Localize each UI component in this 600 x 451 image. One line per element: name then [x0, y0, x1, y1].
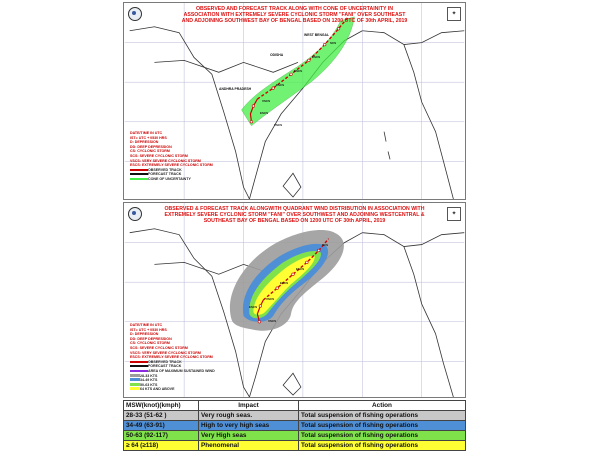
bottom-title-line: OBSERVED & FORECAST TRACK ALONGWITH QUADRANT WIND DISTRIBUTION IN ASSOCIATION WITH	[164, 206, 425, 212]
legend-key-label: AREA OF MAXIMUM SUSTAINED WIND	[148, 368, 215, 373]
legend-line: DD: DEEP DEPRESSION	[130, 336, 172, 341]
cell-action: Total suspension of fishing operations	[299, 421, 466, 431]
top-legend	[130, 131, 225, 182]
bottom-title-line: SOUTHEAST BAY OF BENGAL BASED ON 1200 UTC OF 30th APRIL, 2019	[203, 218, 386, 225]
legend-line: D: DEPRESSION	[130, 332, 159, 337]
table-row	[124, 441, 466, 451]
legend-line: VSCS: VERY SEVERE CYCLONIC STORM	[130, 350, 201, 355]
table-row	[124, 421, 466, 431]
cell-action: Total suspension of fishing operations	[299, 411, 466, 421]
table-header-row	[124, 401, 466, 411]
top-track-label: ESCS	[312, 55, 321, 59]
cell-impact: Very rough seas.	[199, 411, 299, 421]
legend-key-label: 50-63 KTS	[140, 382, 158, 387]
place-odisha: ODISHA	[270, 53, 284, 57]
top-track-label: VSCS	[262, 99, 271, 103]
top-title-line: AND ADJOINING SOUTHWEST BAY OF BENGAL BASED ON 1200 UTC OF 30th APRIL, 2019	[181, 18, 408, 25]
top-track-label: ESCS	[294, 69, 303, 73]
bottom-track-label: ESCS	[280, 281, 289, 285]
legend-key-label: OBSERVED TRACK	[148, 359, 182, 364]
bottom-track-label: VSCS	[268, 319, 277, 323]
top-track-label: SCS	[330, 41, 337, 45]
table-row	[124, 431, 466, 441]
top-title-line: ASSOCIATION WITH EXTREMELY SEVERE CYCLONIC STORM "FANI" OVER SOUTHEAST	[183, 12, 406, 19]
header-impact: Impact	[199, 401, 299, 411]
cell-msw: 34-49 (63-91)	[124, 421, 199, 431]
cell-impact: Phenomenal	[199, 441, 299, 451]
bottom-legend	[130, 323, 225, 392]
top-map-title	[164, 6, 425, 25]
cell-impact: High to very high seas	[199, 421, 299, 431]
legend-line: ESCS: EXTREMELY SEVERE CYCLONIC STORM	[130, 163, 213, 168]
legend-key-label: OBSERVED TRACK	[148, 167, 182, 172]
legend-line: IST= UTC + 0530 HRS	[130, 135, 167, 140]
impact-table	[123, 400, 466, 451]
cell-action: Total suspension of fishing operations	[299, 441, 466, 451]
cell-action: Total suspension of fishing operations	[299, 431, 466, 441]
compass-icon: ✦	[447, 7, 461, 21]
legend-key-label: 64 KTS AND ABOVE	[140, 387, 175, 392]
bottom-track-label: SCS	[322, 243, 329, 247]
cell-msw: 28-33 (51-62 )	[124, 411, 199, 421]
bottom-track-label: ESCS	[249, 305, 258, 309]
header-action: Action	[299, 401, 466, 411]
legend-line: DATE/TIME IN UTC	[130, 131, 163, 135]
cell-impact: Very High seas	[199, 431, 299, 441]
legend-line: ESCS: EXTREMELY SEVERE CYCLONIC STORM	[130, 355, 213, 360]
bottom-map-panel	[123, 202, 466, 398]
legend-line: CS: CYCLONIC STORM	[130, 341, 170, 346]
legend-line: DATE/TIME IN UTC	[130, 323, 163, 327]
legend-line: VSCS: VERY SEVERE CYCLONIC STORM	[130, 158, 201, 163]
imd-logo-icon	[128, 7, 142, 21]
legend-key-cone	[130, 177, 225, 182]
bottom-map-title	[164, 206, 425, 225]
place-andhra-pradesh: ANDHRA PRADESH	[219, 87, 252, 91]
legend-key-label: CONE OF UNCERTAINTY	[148, 176, 191, 181]
header-msw: MSW(knot)(kmph)	[124, 401, 199, 411]
legend-line: SCS: SEVERE CYCLONIC STORM	[130, 153, 188, 158]
legend-key-label: 28-33 KTS	[140, 373, 158, 378]
top-track-label: VSCS	[274, 123, 283, 127]
top-map-panel	[123, 2, 466, 200]
top-track-label: ESCS	[260, 111, 269, 115]
legend-line: D: DEPRESSION	[130, 140, 159, 145]
legend-key-label: FORECAST TRACK	[148, 364, 182, 369]
bottom-title-line: EXTREMELY SEVERE CYCLONIC STORM "FANI" OVER SOUTHWEST AND ADJOINING WESTCENTRAL &	[164, 212, 425, 219]
bottom-track-label: ESCS	[296, 267, 305, 271]
top-track-label: ESCS	[276, 83, 285, 87]
legend-line: IST= UTC + 0530 HRS	[130, 327, 167, 332]
legend-key-label: 34-49 KTS	[140, 378, 158, 383]
cell-msw: ≥ 64 (≥118)	[124, 441, 199, 451]
top-title-line: OBSERVED AND FORECAST TRACK ALONG WITH CONE OF UNCERTAINITY IN	[195, 6, 394, 12]
legend-line: DD: DEEP DEPRESSION	[130, 144, 172, 149]
legend-key-label: FORECAST TRACK	[148, 172, 182, 177]
imd-logo-icon	[128, 207, 142, 221]
table-row	[124, 411, 466, 421]
cell-msw: 50-63 (92-117)	[124, 431, 199, 441]
compass-icon: ✦	[447, 207, 461, 221]
legend-line: CS: CYCLONIC STORM	[130, 149, 170, 154]
legend-wind-64-plus	[130, 387, 225, 392]
place-west-bengal: WEST BENGAL	[304, 33, 330, 37]
bottom-track-label: VSCS	[266, 297, 275, 301]
legend-line: SCS: SEVERE CYCLONIC STORM	[130, 345, 188, 350]
